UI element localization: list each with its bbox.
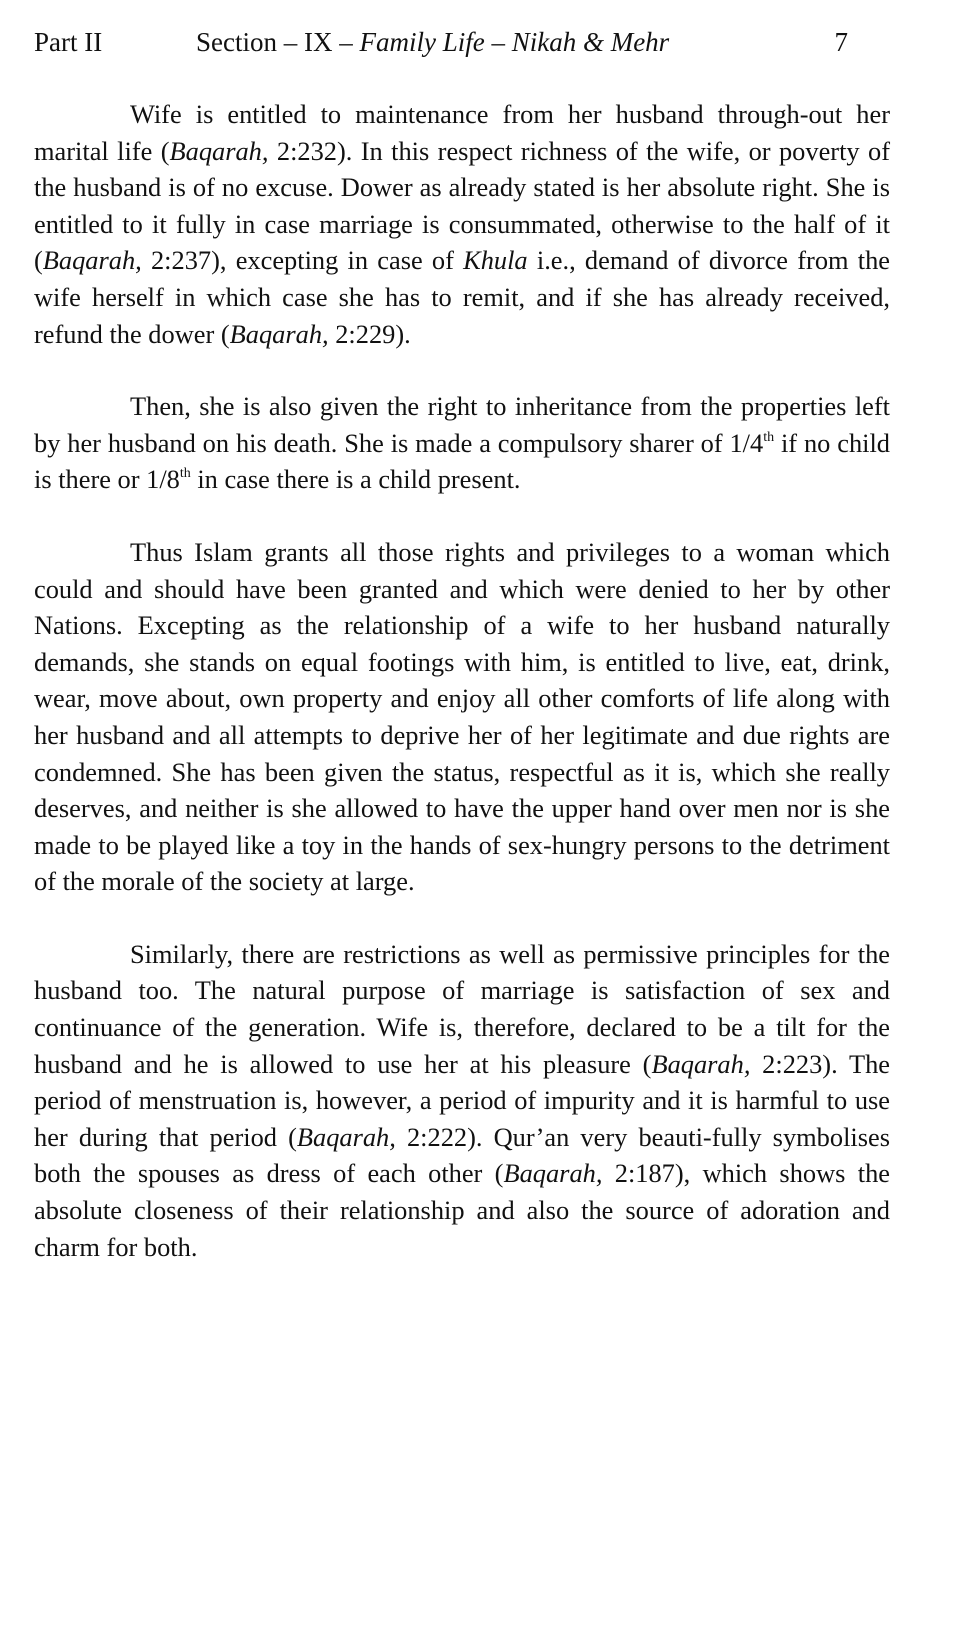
header-section-title: Family Life – Nikah & Mehr	[359, 27, 670, 57]
paragraph	[34, 534, 890, 900]
text-run: 2:223). The period of menstruation is, however, a period of impurity and it is harmful to use her during that period (	[34, 1048, 890, 1152]
citation-italic: Baqarah,	[229, 318, 329, 349]
text-run: 2:232). In this respect richness of the wife, or poverty of the husband is of no excuse. Dower as already stated is her absolute right. She is entitled to it fully in case marriage is consummated, otherwise to the half of it (	[34, 135, 890, 276]
text-run: Similarly, there are restrictions as well as permissive principles for the husband too. The natural purpose of marriage is satisfaction of sex and continuance of the generation. Wife is, therefore, declared to be a tilt for the husband and he is allowed to use her at his pleasure (	[34, 938, 890, 1079]
page-header	[34, 22, 890, 62]
text-run: 2:237), excepting in case of	[141, 245, 464, 276]
header-section	[196, 22, 669, 62]
paragraph	[34, 96, 890, 352]
document-page	[34, 22, 890, 1301]
ordinal-superscript: th	[763, 429, 775, 445]
paragraph	[34, 936, 890, 1265]
ordinal-superscript: th	[179, 466, 191, 482]
citation-italic: Baqarah,	[651, 1048, 751, 1079]
text-run: Thus Islam grants all those rights and privileges to a woman which could and should have been granted and which were denied to her by other Nations. Excepting as the relationship of a wife to her husband naturally demands, she stands on equal footings with him, is entitled to live, eat, drink, wear, move about, own property and enjoy all other comforts of life along with her husband and all attempts to deprive her of her legitimate and due rights are condemned. She has been given the status, respectful as it is, which she really deserves, and neither is she allowed to have the upper hand over men nor is she made to be played like a toy in the hands of sex-hungry persons to the detriment of the morale of the society at large.	[34, 536, 890, 897]
text-run: 2:222). Qur’an very beauti-fully symbolises both the spouses as dress of each other (	[34, 1121, 890, 1189]
text-run: 2:187), which shows the absolute closeness of their relationship and also the source of adoration and charm for both.	[34, 1158, 890, 1262]
text-run: Then, she is also given the right to inheritance from the properties left by her husband on his death. She is made a compulsory sharer of 1/4	[34, 391, 890, 458]
body-text	[34, 96, 890, 1265]
text-run: 2:229).	[328, 318, 411, 349]
header-section-prefix: Section – IX –	[196, 27, 360, 57]
paragraph	[34, 388, 890, 498]
header-part: Part II	[34, 27, 103, 57]
text-run: if no child is there or 1/8	[34, 427, 890, 495]
citation-italic: Baqarah,	[42, 245, 142, 276]
text-run: Wife is entitled to maintenance from her husband through-out her marital life (	[34, 99, 890, 166]
citation-italic: Baqarah,	[503, 1158, 603, 1189]
citation-italic: Baqarah,	[169, 135, 269, 166]
citation-italic: Khula	[463, 245, 528, 276]
citation-italic: Baqarah,	[296, 1121, 396, 1152]
text-run: i.e., demand of divorce from the wife herself in which case she has to remit, and if she has already received, refund the dower (	[34, 245, 891, 349]
page-number: 7	[834, 27, 848, 57]
text-run: in case there is a child present.	[190, 464, 521, 495]
